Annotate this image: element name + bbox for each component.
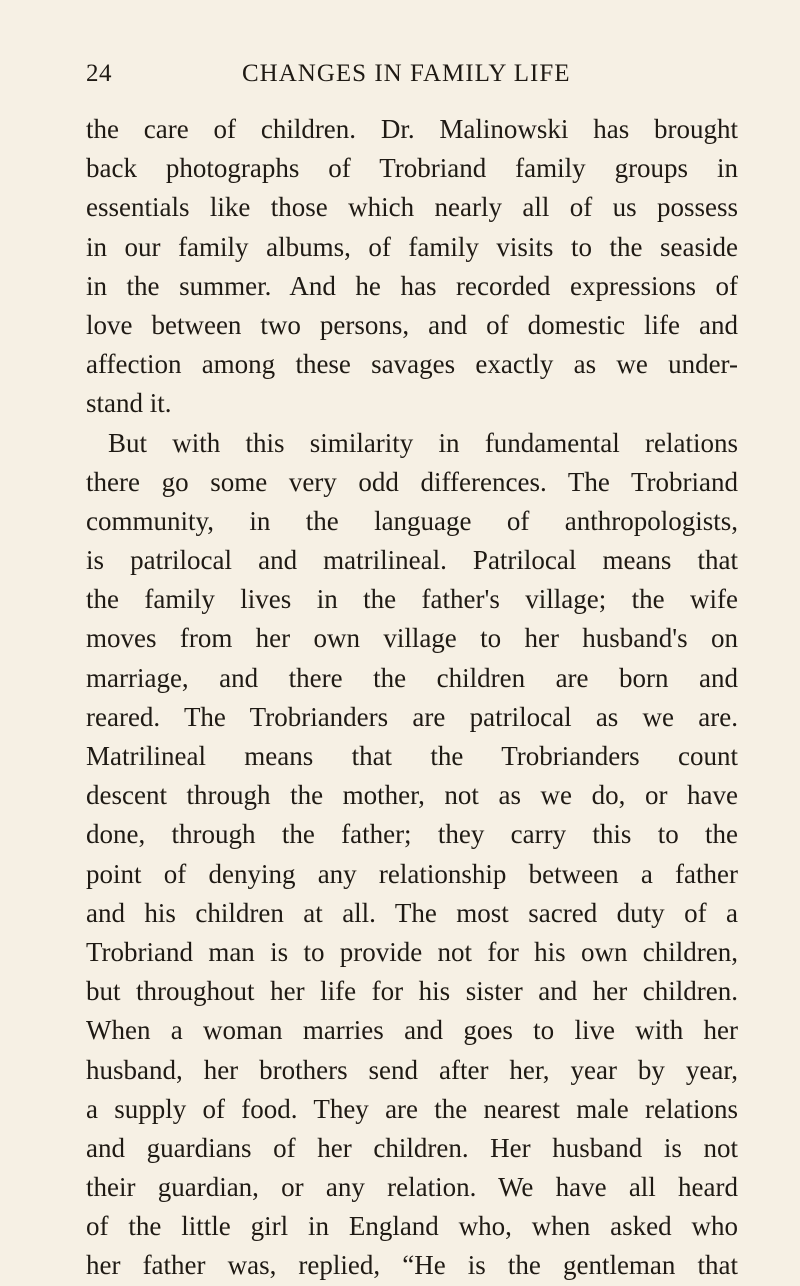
text-line: Matrilineal means that the Trobrianders count	[86, 741, 738, 771]
text-line: is patrilocal and matrilineal. Patrilocal means that	[86, 545, 738, 576]
text-line: stand it.	[86, 388, 172, 419]
text-line: but throughout her life for his sister and her children.	[86, 976, 738, 1007]
text-line: there go some very odd differences. The Trobriand	[86, 466, 738, 497]
text-line: community, in the language of anthropologists,	[86, 505, 738, 536]
text-line: affection among these savages exactly as we under-	[86, 349, 738, 380]
text-line: love between two persons, and of domestic life and	[86, 309, 738, 340]
body-text	[86, 110, 738, 1286]
text-line: essentials like those which nearly all of us possess	[86, 192, 738, 223]
text-line: in our family albums, of family visits to the seaside	[86, 231, 738, 262]
text-line: reared. The Trobrianders are patrilocal as we are.	[86, 701, 738, 732]
text-line: done, through the father; they carry this to the	[86, 819, 738, 850]
text-line: their guardian, or any relation. We have all heard	[86, 1172, 738, 1203]
text-line: But with this similarity in fundamental relations	[108, 427, 738, 458]
page-number: 24	[86, 60, 112, 87]
text-line: the family lives in the father's village; the wife	[86, 584, 738, 615]
text-line: and guardians of her children. Her husband is not	[86, 1132, 738, 1163]
text-line: back photographs of Trobriand family groups in	[86, 153, 738, 184]
text-line: her father was, replied, “He is the gentleman that	[86, 1250, 738, 1281]
text-line: descent through the mother, not as we do, or have	[86, 780, 738, 811]
text-line: in the summer. And he has recorded expressions of	[86, 270, 738, 301]
text-line: and his children at all. The most sacred duty of a	[86, 897, 738, 928]
running-title: CHANGES IN FAMILY LIFE	[242, 60, 571, 87]
text-line: a supply of food. They are the nearest male relations	[86, 1093, 738, 1124]
text-line: When a woman marries and goes to live with her	[86, 1015, 738, 1046]
text-line: of the little girl in England who, when asked who	[86, 1211, 738, 1242]
running-head	[86, 60, 746, 100]
text-line: moves from her own village to her husband's on	[86, 623, 738, 654]
text-line: the care of children. Dr. Malinowski has brought	[86, 114, 738, 144]
text-line: marriage, and there the children are born and	[86, 662, 738, 693]
text-line: point of denying any relationship between a father	[86, 858, 738, 889]
text-line: husband, her brothers send after her, year by year,	[86, 1054, 738, 1085]
text-line: Trobriand man is to provide not for his own children,	[86, 936, 738, 967]
